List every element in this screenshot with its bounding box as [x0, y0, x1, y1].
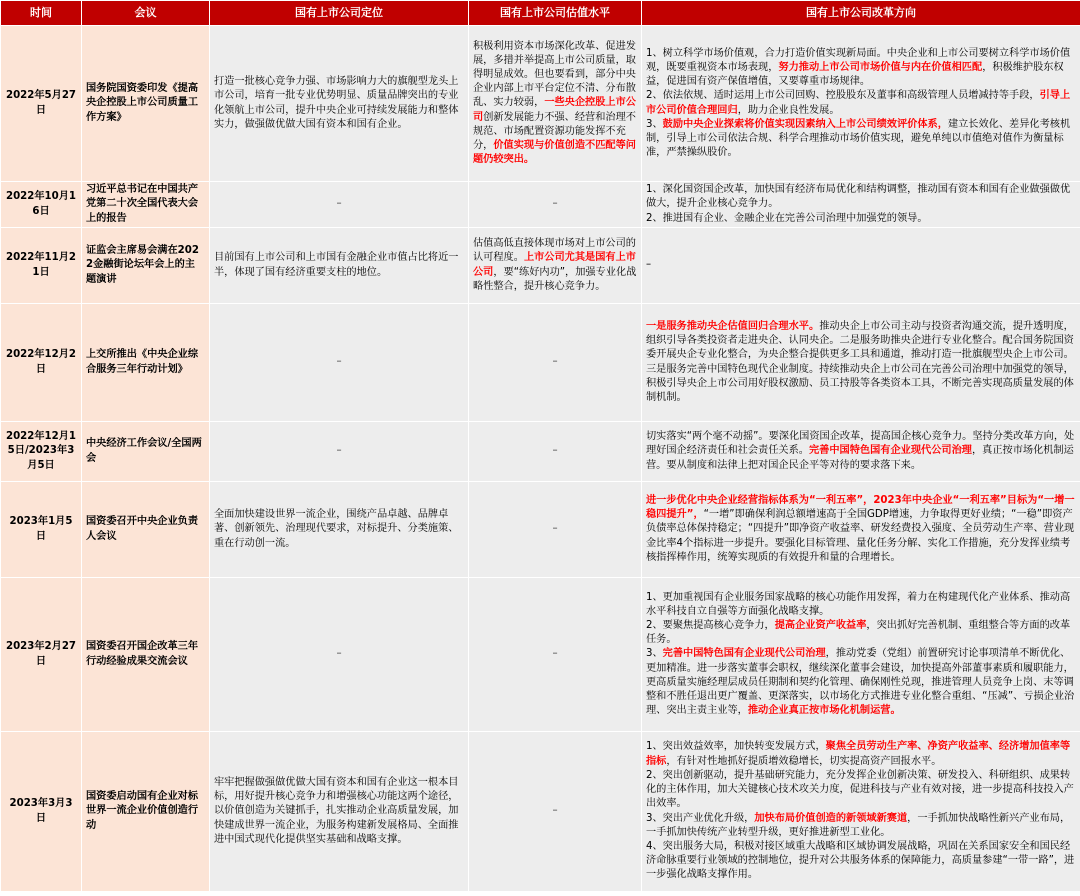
valuation-highlight: 价值实现与价值创造不匹配等问题仍较突出。 — [473, 140, 636, 166]
valuation-cell: – — [469, 182, 642, 228]
reform-text: ，真正按市场化机制运营。要从制度和法律上把对国企民企平等对待的要求落下来。 — [646, 445, 1074, 471]
positioning-cell: 打造一批核心竞争力强、市场影响力大的旗舰型龙头上市公司，培育一批专业优势明显、质量品牌突出的专业化领航上市公司，提升中央企业可持续发展能力和整体实力，做强做优做大国有资本和国有企业。 — [210, 26, 469, 182]
header-valuation: 国有上市公司估值水平 — [469, 1, 642, 26]
reform-text: ，有针对性地抓好提质增效稳增长，切实提高资产回报水平。 — [666, 755, 942, 767]
reform-item — [646, 647, 1076, 718]
reform-text: 2、要聚焦提高核心竞争力， — [646, 619, 775, 631]
reform-text: 建立长效化、差异化考核机制，引导上市公司依法合规、科学合理推动市场价值实现，避免单纯以市值绝对值作为衡量标准，严禁操纵股价。 — [646, 118, 1071, 159]
meeting-cell: 国资委召开中央企业负责人会议 — [82, 482, 210, 578]
table-row — [1, 304, 1080, 422]
reform-text: 2、依法依规、适时运用上市公司回购、控股股东及董事和高级管理人员增减持等手段， — [646, 90, 1040, 102]
reform-text: 1、树立科学市场价值观，合力打造价值实现新局面。中央企业和上市公司要树立科学市场价值观，既要重视资本市场表现， — [646, 47, 1071, 73]
positioning-cell: – — [210, 304, 469, 422]
table-row — [1, 732, 1080, 892]
time-cell: 2022年12月15日/2023年3月5日 — [1, 422, 82, 482]
reform-item: 2、推进国有企业、金融企业在完善公司治理中加强党的领导。 — [646, 212, 928, 224]
time-cell: 2022年5月27日 — [1, 26, 82, 182]
valuation-highlight: 一些央企控股上市公司 — [473, 97, 636, 123]
time-cell: 2023年3月3日 — [1, 732, 82, 892]
table-row — [1, 182, 1080, 228]
meeting-cell: 证监会主席易会满在2022金融街论坛年会上的主题演讲 — [82, 228, 210, 304]
reform-text: ，推动党委（党组）前置研究讨论事项清单不断优化、更加精准。进一步落实董事会职权，继续深化董事会建设，加快提高外部董事素质和履职能力，更高质量实施经理层成员任期制和契约化管理、确保刚性兑现，推进管理人员竞争上岗、末等调整和不胜任退出更广覆盖、更深落实，以市场化方式推进专业化整合重组、“压减”、亏损企业治理、突出主责主业等， — [646, 648, 1075, 717]
positioning-cell: – — [210, 182, 469, 228]
valuation-cell: – — [469, 578, 642, 732]
table-row — [1, 482, 1080, 578]
positioning-cell: – — [210, 578, 469, 732]
meeting-cell: 习近平总书记在中国共产党第二十次全国代表大会上的报告 — [82, 182, 210, 228]
reform-item: 4、突出服务大局，积极对接区域重大战略和区域协调发展战略，巩固在关系国家安全和国民经济命脉重要行业领域的控制地位，提升对公共服务体系的保障能力，高质量参建“一带一路”，进一步强化战略支撑作用。 — [646, 840, 1075, 881]
reform-item — [646, 812, 1076, 840]
valuation-cell — [469, 26, 642, 182]
reform-text: 推动央企上市公司主动与投资者沟通交流，提升透明度，组织引导各类投资者走进央企、认同央企。二是服务助推央企进行专业化整合。配合国务院国资委开展央企专业化整合，为央企整合提供更多工具和通道，推动打造一批旗舰型央企上市公司。三是服务完善中国特色现代企业制度。持续推动央企上市公司在完善公司治理中加强党的领导，积极引导央企上市公司用好股权激励、员工持股等各类资本工具，不断完善实现高质量发展的体制机制。 — [646, 320, 1074, 403]
reform-cell — [642, 422, 1080, 482]
header-meeting: 会议 — [82, 1, 210, 26]
reform-item — [646, 89, 1076, 117]
reform-highlight: 一是服务推动央企估值回归合理水平。 — [646, 320, 820, 332]
reform-text: 3、 — [646, 118, 663, 130]
reform-text: 3、 — [646, 648, 663, 660]
reform-text: 1、突出效益效率，加快转变发展方式， — [646, 741, 826, 753]
time-cell: 2022年10月16日 — [1, 182, 82, 228]
reform-highlight: 推动企业真正按市场化机制运营。 — [747, 705, 901, 717]
valuation-text: 创新发展能力不强、经营和治理不规范、市场配置资源功能发挥不充分， — [473, 111, 636, 151]
reform-cell — [642, 578, 1080, 732]
valuation-cell: – — [469, 732, 642, 892]
valuation-text: ，要“练好内功”，加强专业化战略性整合，提升核心竞争力。 — [473, 266, 637, 292]
header-row — [1, 1, 1080, 26]
reform-cell — [642, 26, 1080, 182]
valuation-cell: – — [469, 304, 642, 422]
reform-highlight: 聚焦全员劳动生产率、净资产收益率、经济增加值率等指标 — [646, 741, 1071, 767]
time-cell: 2023年2月27日 — [1, 578, 82, 732]
reform-item — [646, 118, 1076, 161]
header-time: 时间 — [1, 1, 82, 26]
reform-item: 2、突出创新驱动，提升基础研究能力，充分发挥企业创新决策、研发投入、科研组织、成果转化的主体作用，加大关键核心技术攻关力度，促进科技与产业有效对接，进一步提高科技投入产出效率。 — [646, 769, 1074, 810]
header-reform: 国有上市公司改革方向 — [642, 1, 1080, 26]
reform-cell: – — [642, 228, 1080, 304]
time-cell: 2022年11月21日 — [1, 228, 82, 304]
time-cell: 2023年1月5日 — [1, 482, 82, 578]
reform-item — [646, 47, 1076, 90]
table-row — [1, 228, 1080, 304]
positioning-cell: 目前国有上市公司和上市国有金融企业市值占比将近一半，体现了国有经济重要支柱的地位。 — [210, 228, 469, 304]
reform-cell — [642, 732, 1080, 892]
time-cell: 2022年12月2日 — [1, 304, 82, 422]
reform-text: ，积极维护股东权益，促进国有资产保值增值，又要尊重市场规律。 — [646, 61, 1064, 88]
positioning-cell: 全面加快建设世界一流企业，围绕产品卓越、品牌卓著、创新领先、治理现代要求，对标提升、分类施策、重在行动创一流。 — [210, 482, 469, 578]
reform-highlight: 努力推动上市公司市场价值与内在价值相匹配 — [778, 61, 983, 73]
reform-cell — [642, 304, 1080, 422]
reform-text: ，助力企业良性发展。 — [737, 104, 840, 116]
positioning-cell: 牢牢把握做强做优做大国有资本和国有企业这一根本目标，用好提升核心竞争力和增强核心功能这两个途径，以价值创造为关键抓手，扎实推动企业高质量发展，加快建成世界一流企业，为服务构建新发展格局、全面推进中国式现代化提供坚实基础和战略支撑。 — [210, 732, 469, 892]
reform-highlight: 完善中国特色国有企业现代公司治理 — [809, 445, 972, 457]
reform-text: ，一手抓加快战略性新兴产业布局，一手抓加快传统产业转型升级，更好推进新型工业化。 — [646, 812, 1071, 838]
meeting-cell: 中央经济工作会议/全国两会 — [82, 422, 210, 482]
reform-item: 1、深化国资国企改革，加快国有经济布局优化和结构调整，推动国有资本和国有企业做强做优做大，提升企业核心竞争力。 — [646, 184, 1071, 210]
reform-text: 切实落实“两个毫不动摇”。要深化国资国企改革，提高国企核心竞争力。坚持分类改革方向，处理好国企经济责任和社会责任关系。 — [646, 431, 1075, 457]
reform-highlight: 加快布局价值创造的新领域新赛道 — [754, 812, 908, 824]
reform-cell — [642, 482, 1080, 578]
table-row — [1, 578, 1080, 732]
reform-item: 1、更加重视国有企业服务国家战略的核心功能作用发挥，着力在构建现代化产业体系、推动高水平科技自立自强等方面强化战略支撑。 — [646, 591, 1071, 617]
table-row — [1, 26, 1080, 182]
valuation-cell: – — [469, 422, 642, 482]
positioning-cell: – — [210, 422, 469, 482]
reform-highlight: 进一步优化中央企业经营指标体系为“一利五率”，2023年中央企业“一利五率”目标为“一增一稳四提升”， — [646, 494, 1075, 521]
reform-text: 3、突出产业优化升级， — [646, 812, 755, 824]
valuation-cell: – — [469, 482, 642, 578]
meeting-cell: 上交所推出《中央企业综合服务三年行动计划》 — [82, 304, 210, 422]
table-row — [1, 422, 1080, 482]
valuation-cell — [469, 228, 642, 304]
reform-highlight: 完善中国特色国有企业现代公司治理 — [662, 648, 826, 660]
reform-highlight: 提高企业资产收益率 — [774, 619, 867, 631]
reform-highlight: 鼓励中央企业探索将价值实现因素纳入上市公司绩效评价体系， — [662, 118, 948, 130]
reform-text: “一增”即确保利润总额增速高于全国GDP增速，力争取得更好业绩；“一稳”即资产负债率总体保持稳定；“四提升”即净资产收益率、研发经费投入强度、全员劳动生产率、营业现金比率4个指标进一步提升。要强化目标管理、量化任务分解、实化工作措施，充分发挥业绩考核指挥棒作用，统筹实现质的有效提升和量的合理增长。 — [646, 509, 1075, 563]
valuation-text: 积极利用资本市场深化改革、促进发展，多措并举提高上市公司质量，取得明显成效。但也要看到，部分中央企业内部上市平台定位不清、分布散乱、实力较弱， — [473, 40, 636, 109]
meeting-cell: 国务院国资委印发《提高央企控股上市公司质量工作方案》 — [82, 26, 210, 182]
valuation-highlight: 上市公司尤其是国有上市公司 — [473, 252, 636, 278]
valuation-text: 估值高低直接体现市场对上市公司的认可程度。 — [473, 238, 636, 264]
meeting-cell: 国资委召开国企改革三年行动经验成果交流会议 — [82, 578, 210, 732]
reform-item — [646, 740, 1076, 768]
header-positioning: 国有上市公司定位 — [210, 1, 469, 26]
reform-item — [646, 619, 1076, 647]
reform-cell — [642, 182, 1080, 228]
reform-text: ，突出抓好完善机制、重组整合等方面的改革任务。 — [646, 619, 1071, 646]
meeting-cell: 国资委启动国有企业对标世界一流企业价值创造行动 — [82, 732, 210, 892]
reform-highlight: 引导上市公司价值合理回归 — [646, 90, 1071, 116]
